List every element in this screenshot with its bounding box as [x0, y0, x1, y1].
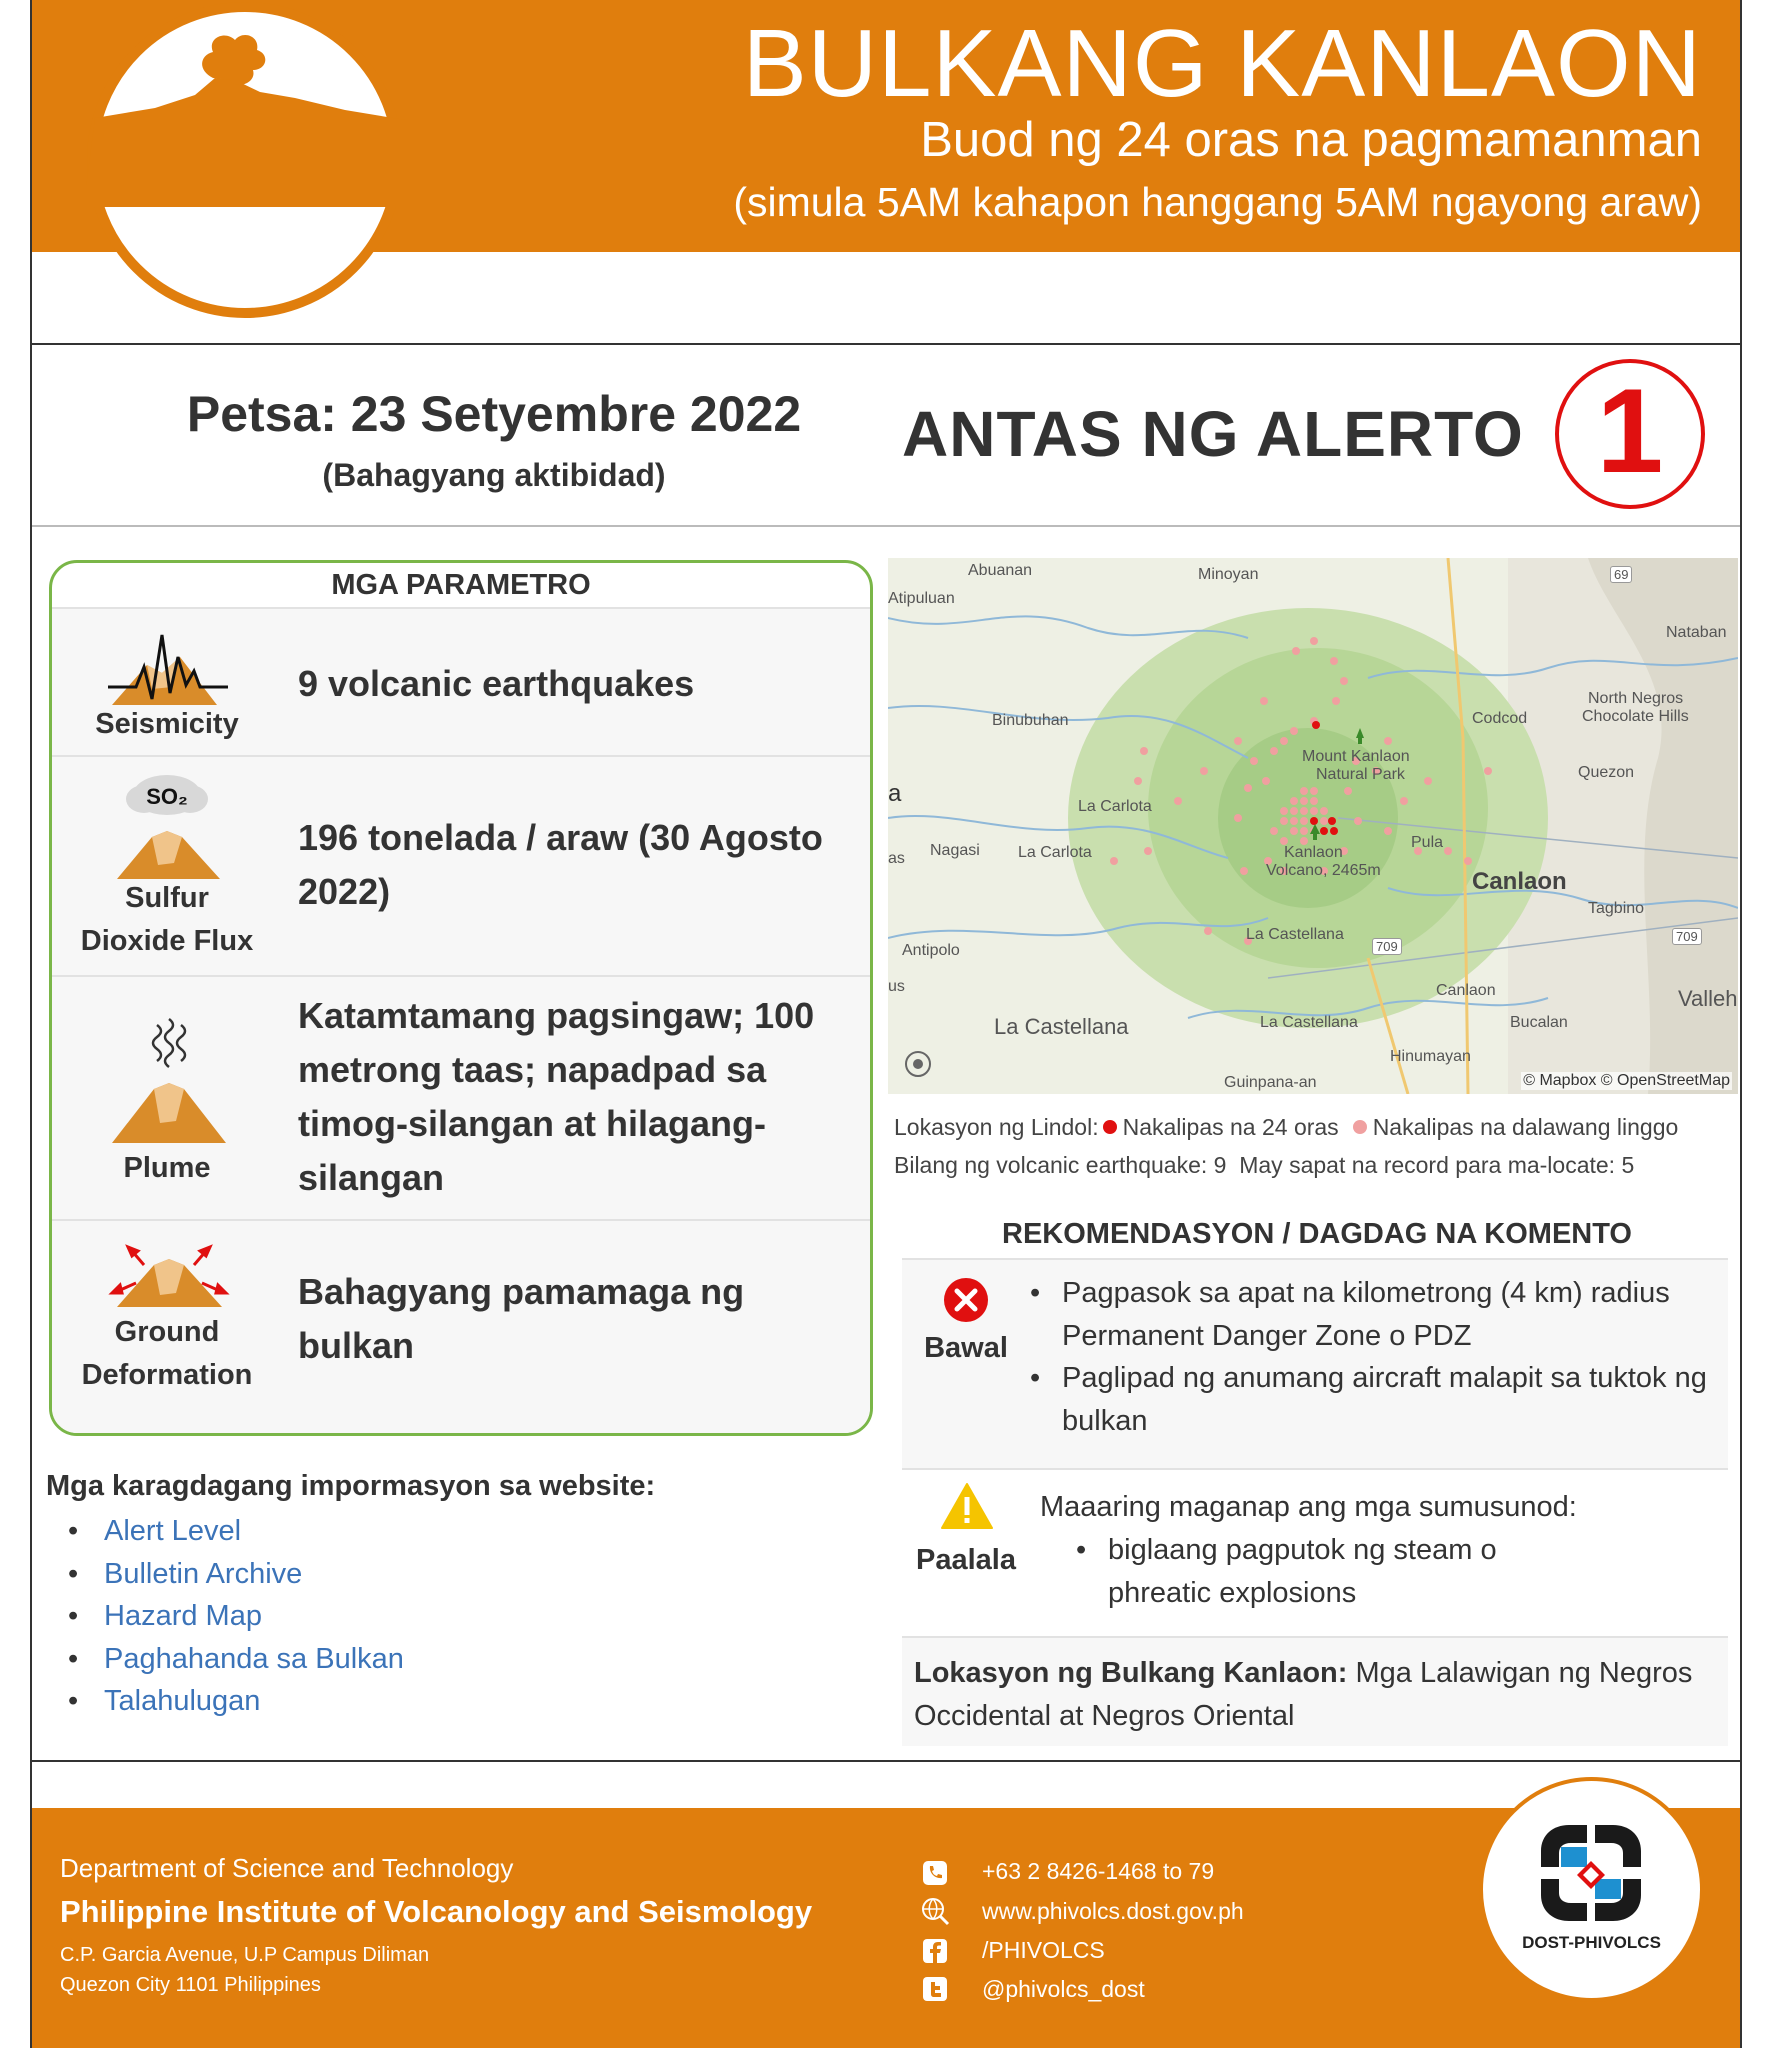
- plume-value: Katamtamang pagsingaw; 100 metrong taas; napadpad sa timog-silangan at hilagang-silangan: [298, 995, 815, 1198]
- map-label-binubuhan: Binubuhan: [992, 712, 1069, 729]
- bulletin-sheet: [30, 0, 1742, 2048]
- map-label-kanlaon-volcano: Kanlaon: [1284, 844, 1343, 861]
- map-label-valleh: Valleh: [1678, 986, 1738, 1011]
- map-legend-location: [894, 1114, 1678, 1141]
- so2-label-line1: Sulfur: [125, 882, 209, 914]
- bawal-item: • Pagpasok sa apat na kilometrong (4 km) radius Permanent Danger Zone o PDZ: [1030, 1272, 1710, 1357]
- paalala-item: • biglaang pagputok ng steam o phreatic explosions: [1076, 1529, 1596, 1614]
- facebook-icon: [920, 1936, 950, 1966]
- map-label-north-negros: North Negros: [1588, 690, 1684, 707]
- legend-location-label: Lokasyon ng Lindol:: [894, 1114, 1099, 1140]
- plume-label: Plume: [123, 1152, 211, 1184]
- parameters-title: MGA PARAMETRO: [331, 569, 591, 601]
- map-label-tagbino: Tagbino: [1588, 900, 1645, 917]
- map-label-quezon: Quezon: [1578, 764, 1635, 781]
- link-bulletin-archive[interactable]: • Bulletin Archive: [68, 1553, 404, 1596]
- parameters-panel: [49, 560, 873, 1436]
- phivolcs-emblem-icon: [1535, 1821, 1647, 1925]
- map-label-la-castellana-1: La Castellana: [1246, 926, 1344, 943]
- map-label-nataban: Nataban: [1666, 624, 1727, 641]
- map-label-minoyan: Minoyan: [1198, 566, 1259, 583]
- map-label-hinumayan: Hinumayan: [1390, 1048, 1471, 1065]
- bawal-label: Bawal: [924, 1332, 1008, 1364]
- map-label-codcod: Codcod: [1472, 710, 1528, 727]
- legend-twoweek-dot: [1353, 1120, 1367, 1134]
- footer-department: Department of Science and Technology: [60, 1853, 514, 1883]
- parameter-row-plume: [52, 975, 870, 1219]
- page-subtitle: Buod ng 24 oras na pagmamanman: [920, 113, 1702, 167]
- map-label-canlaon: Canlaon: [1472, 868, 1567, 895]
- map-label-chocolate-hills: Chocolate Hills: [1582, 708, 1689, 725]
- phone-icon: [920, 1858, 950, 1888]
- map-label-abuanan: Abuanan: [968, 562, 1033, 579]
- activity-status: (Bahagyang aktibidad): [322, 457, 666, 493]
- map-label-mt-kanlaon: Mount Kanlaon: [1302, 748, 1410, 765]
- footer-phone[interactable]: +63 2 8426-1468 to 79: [982, 1858, 1215, 1884]
- link-alert-level[interactable]: • Alert Level: [68, 1510, 404, 1553]
- footer-divider: [32, 1760, 1742, 1762]
- earthquake-map[interactable]: [888, 558, 1738, 1094]
- prohibited-x-icon: [942, 1276, 990, 1324]
- so2-cloud-icon: [52, 771, 282, 881]
- paalala-intro: Maaaring maganap ang mga sumusunod:: [1040, 1491, 1577, 1523]
- map-label-edge-us: us: [888, 978, 905, 995]
- footer-website[interactable]: www.phivolcs.dost.gov.ph: [982, 1898, 1244, 1924]
- map-label-canlaon-small: Canlaon: [1436, 982, 1496, 999]
- ground-deformation-icon: [52, 1239, 282, 1309]
- so2-icon-text: SO₂: [146, 784, 188, 809]
- map-label-natural-park: Natural Park: [1316, 766, 1405, 783]
- deformation-label-line2: Deformation: [81, 1359, 253, 1391]
- so2-value: 196 tonelada / araw (30 Agosto 2022): [298, 817, 823, 912]
- twitter-icon: [920, 1974, 950, 2004]
- bawal-list: [1030, 1272, 1710, 1442]
- footer-institute: Philippine Institute of Volcanology and Seismology: [60, 1894, 813, 1929]
- legend-twoweek-label: Nakalipas na dalawang linggo: [1372, 1114, 1679, 1140]
- more-info-title: Mga karagdagang impormasyon sa website:: [46, 1470, 656, 1502]
- alert-level-label: ANTAS NG ALERTO: [902, 398, 1524, 470]
- dost-phivolcs-logo: [1479, 1777, 1704, 2002]
- map-label-edge-as: as: [888, 850, 905, 867]
- recommendations-title: REKOMENDASYON / DAGDAG NA KOMENTO: [1002, 1218, 1632, 1250]
- legend-recent-dot: [1103, 1120, 1117, 1134]
- seismicity-icon: [52, 627, 282, 707]
- logo-text: DOST-PHIVOLCS: [1522, 1933, 1661, 1952]
- volcano-logo-icon: [85, 0, 405, 335]
- map-label-nagasi: Nagasi: [930, 842, 980, 859]
- map-label-bucalan: Bucalan: [1510, 1014, 1568, 1031]
- parameter-row-seismicity: [52, 607, 870, 755]
- volcano-location: [914, 1652, 1714, 1737]
- footer-facebook[interactable]: /PHIVOLCS: [982, 1937, 1105, 1963]
- alert-level-badge: [1555, 359, 1705, 509]
- alert-level-number: 1: [1596, 364, 1664, 498]
- map-road-709-a: 709: [1372, 938, 1402, 955]
- map-label-antipolo: Antipolo: [902, 942, 960, 959]
- map-label-la-carlota-2: La Carlota: [1018, 844, 1092, 861]
- more-info-links: [68, 1510, 404, 1723]
- map-label-la-carlota-1: La Carlota: [1078, 798, 1152, 815]
- volcano-location-label: Lokasyon ng Bulkang Kanlaon:: [914, 1657, 1348, 1689]
- monitoring-period: (simula 5AM kahapon hanggang 5AM ngayong araw): [733, 179, 1702, 225]
- deformation-value: Bahagyang pamamaga ng bulkan: [298, 1271, 745, 1366]
- link-hazard-map[interactable]: • Hazard Map: [68, 1595, 404, 1638]
- plume-icon: [52, 1015, 282, 1145]
- parameter-row-deformation: [52, 1219, 870, 1436]
- paalala-label: Paalala: [916, 1544, 1016, 1576]
- map-label-la-castellana-2: La Castellana: [994, 1014, 1129, 1039]
- map-legend-count: Bilang ng volcanic earthquake: 9 May sapat na record para ma-locate: 5: [894, 1152, 1635, 1178]
- footer-twitter[interactable]: @phivolcs_dost: [982, 1976, 1145, 2002]
- warning-icon: [940, 1482, 994, 1530]
- bawal-item: • Paglipad ng anumang aircraft malapit sa tuktok ng bulkan: [1030, 1357, 1710, 1442]
- bulletin-date: Petsa: 23 Setyembre 2022: [186, 386, 802, 442]
- seismicity-label: Seismicity: [95, 708, 239, 740]
- volcano-location-box: [902, 1636, 1728, 1746]
- map-label-la-castellana-3: La Castellana: [1260, 1014, 1358, 1031]
- volcano-location-text: Mga Lalawigan ng Negros Occidental at Negros Oriental: [914, 1657, 1693, 1732]
- deformation-label-line1: Ground: [114, 1316, 220, 1348]
- map-label-guinpana: Guinpana-an: [1224, 1074, 1317, 1091]
- map-label-edge-a: a: [888, 780, 902, 807]
- recommendation-bawal: [902, 1258, 1728, 1468]
- map-label-atipuluan: Atipuluan: [888, 590, 955, 607]
- status-row: [32, 347, 1742, 527]
- footer-address-line1: C.P. Garcia Avenue, U.P Campus Diliman: [60, 1944, 430, 1966]
- map-credit[interactable]: © Mapbox © OpenStreetMap: [1523, 1072, 1730, 1089]
- page-title: BULKANG KANLAON: [742, 10, 1702, 117]
- recommendation-paalala: [902, 1468, 1728, 1636]
- map-road-69: 69: [1610, 566, 1632, 583]
- link-paghahanda[interactable]: • Paghahanda sa Bulkan: [68, 1638, 404, 1681]
- map-label-volcano-elevation: Volcano, 2465m: [1266, 862, 1381, 879]
- map-road-709-b: 709: [1672, 928, 1702, 945]
- legend-recent-label: Nakalipas na 24 oras: [1122, 1114, 1339, 1140]
- paalala-list: [1076, 1529, 1596, 1614]
- seismicity-value: 9 volcanic earthquakes: [298, 663, 695, 704]
- footer-address-line2: Quezon City 1101 Philippines: [60, 1974, 321, 1996]
- link-talahulugan[interactable]: • Talahulugan: [68, 1680, 404, 1723]
- map-label-pula: Pula: [1411, 834, 1444, 851]
- globe-search-icon: [920, 1896, 950, 1926]
- so2-label-line2: Dioxide Flux: [80, 925, 254, 957]
- parameter-row-so2: [52, 755, 870, 975]
